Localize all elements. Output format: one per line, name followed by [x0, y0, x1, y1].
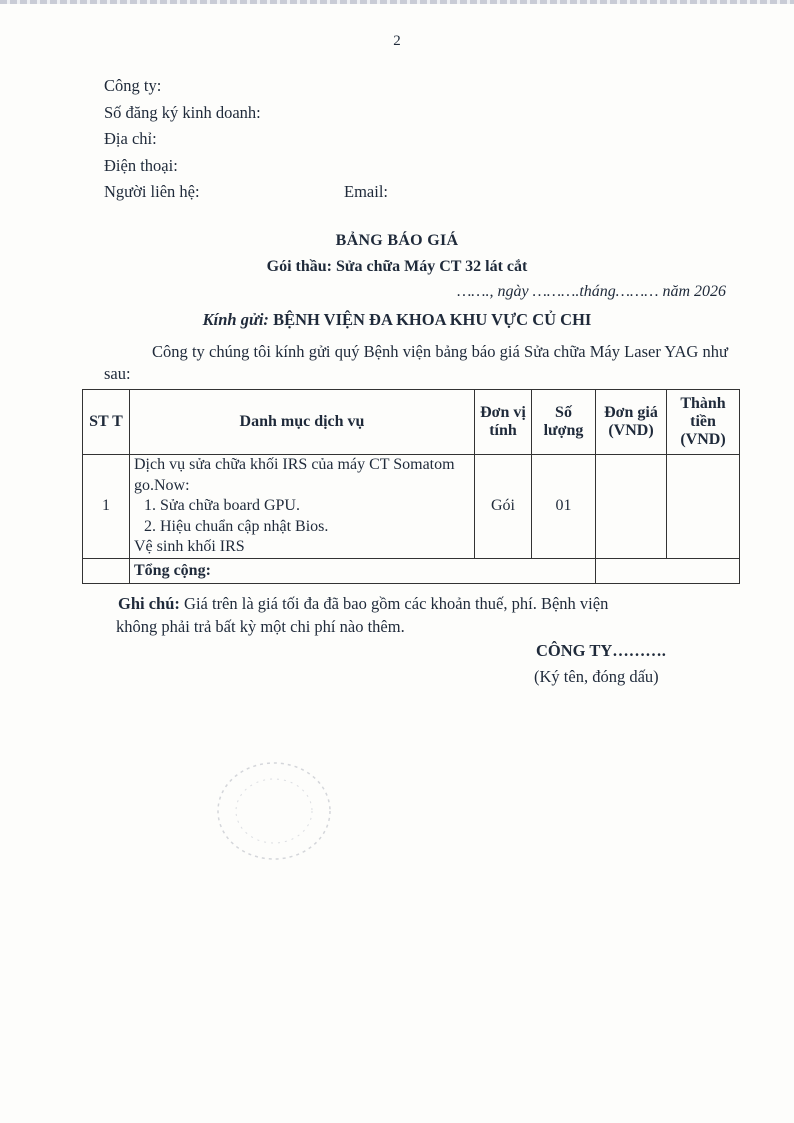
note-text-continued: không phải trả bất kỳ một chi phí nào thêm. [116, 617, 405, 636]
header-unit: Đơn vị tính [475, 390, 532, 455]
phone-label: Điện thoại: [104, 155, 178, 175]
page-number: 2 [393, 33, 401, 49]
signature-company: CÔNG TY………. [536, 641, 666, 660]
header-stt: ST T [83, 390, 130, 455]
recipient-name: BỆNH VIỆN ĐA KHOA KHU VỰC CỦ CHI [273, 310, 592, 329]
service-item: Vệ sinh khối IRS [134, 538, 245, 555]
table-row [83, 455, 740, 559]
table-header-row [83, 390, 740, 455]
faint-stamp-mark [212, 757, 336, 865]
cell-qty: 01 [532, 455, 596, 559]
recipient-line [0, 310, 794, 330]
quote-table [82, 389, 740, 584]
email-label: Email: [344, 182, 388, 201]
bid-package: Gói thầu: Sửa chữa Máy CT 32 lát cắt [266, 258, 528, 275]
service-title: Dịch vụ sửa chữa khối IRS của máy CT Somatom go.Now: [134, 456, 455, 494]
cell-price [596, 455, 667, 559]
contact-label: Người liên hệ: [104, 182, 200, 201]
header-price: Đơn giá (VND) [596, 390, 667, 455]
document-title: BẢNG BÁO GIÁ [335, 232, 459, 249]
cell-amount [667, 455, 740, 559]
business-reg-label: Số đăng ký kinh doanh: [104, 102, 261, 122]
address-label: Địa chỉ: [104, 129, 157, 148]
note-paragraph [116, 592, 728, 636]
total-empty-cell [83, 558, 130, 583]
header-service: Danh mục dịch vụ [130, 390, 475, 455]
cell-service [130, 455, 475, 559]
recipient-label: Kính gửi: [202, 310, 269, 329]
date-line: ……., ngày ……….tháng……… năm 2026 [457, 283, 726, 300]
total-row [83, 558, 740, 583]
service-item: 2. Hiệu chuẩn cập nhật Bios. [144, 517, 329, 535]
total-label: Tổng cộng: [130, 558, 596, 583]
contact-row [104, 179, 388, 206]
header-qty: Số lượng [532, 390, 596, 455]
header-amount: Thành tiền (VND) [667, 390, 740, 455]
total-value [596, 558, 740, 583]
company-label: Công ty: [104, 76, 162, 95]
cell-unit: Gói [475, 455, 532, 559]
signature-instruction: (Ký tên, đóng dấu) [534, 667, 659, 686]
company-info-block [104, 73, 388, 206]
scan-edge-line [0, 0, 794, 4]
cell-stt: 1 [83, 455, 130, 559]
intro-paragraph: Công ty chúng tôi kính gửi quý Bệnh viện bảng báo giá Sửa chữa Máy Laser YAG như sau: [104, 342, 728, 383]
service-item: 1. Sửa chữa board GPU. [144, 497, 300, 514]
note-text: Giá trên là giá tối đa đã bao gồm các khoản thuế, phí. Bệnh viện [184, 594, 609, 613]
note-label: Ghi chú: [118, 594, 180, 613]
